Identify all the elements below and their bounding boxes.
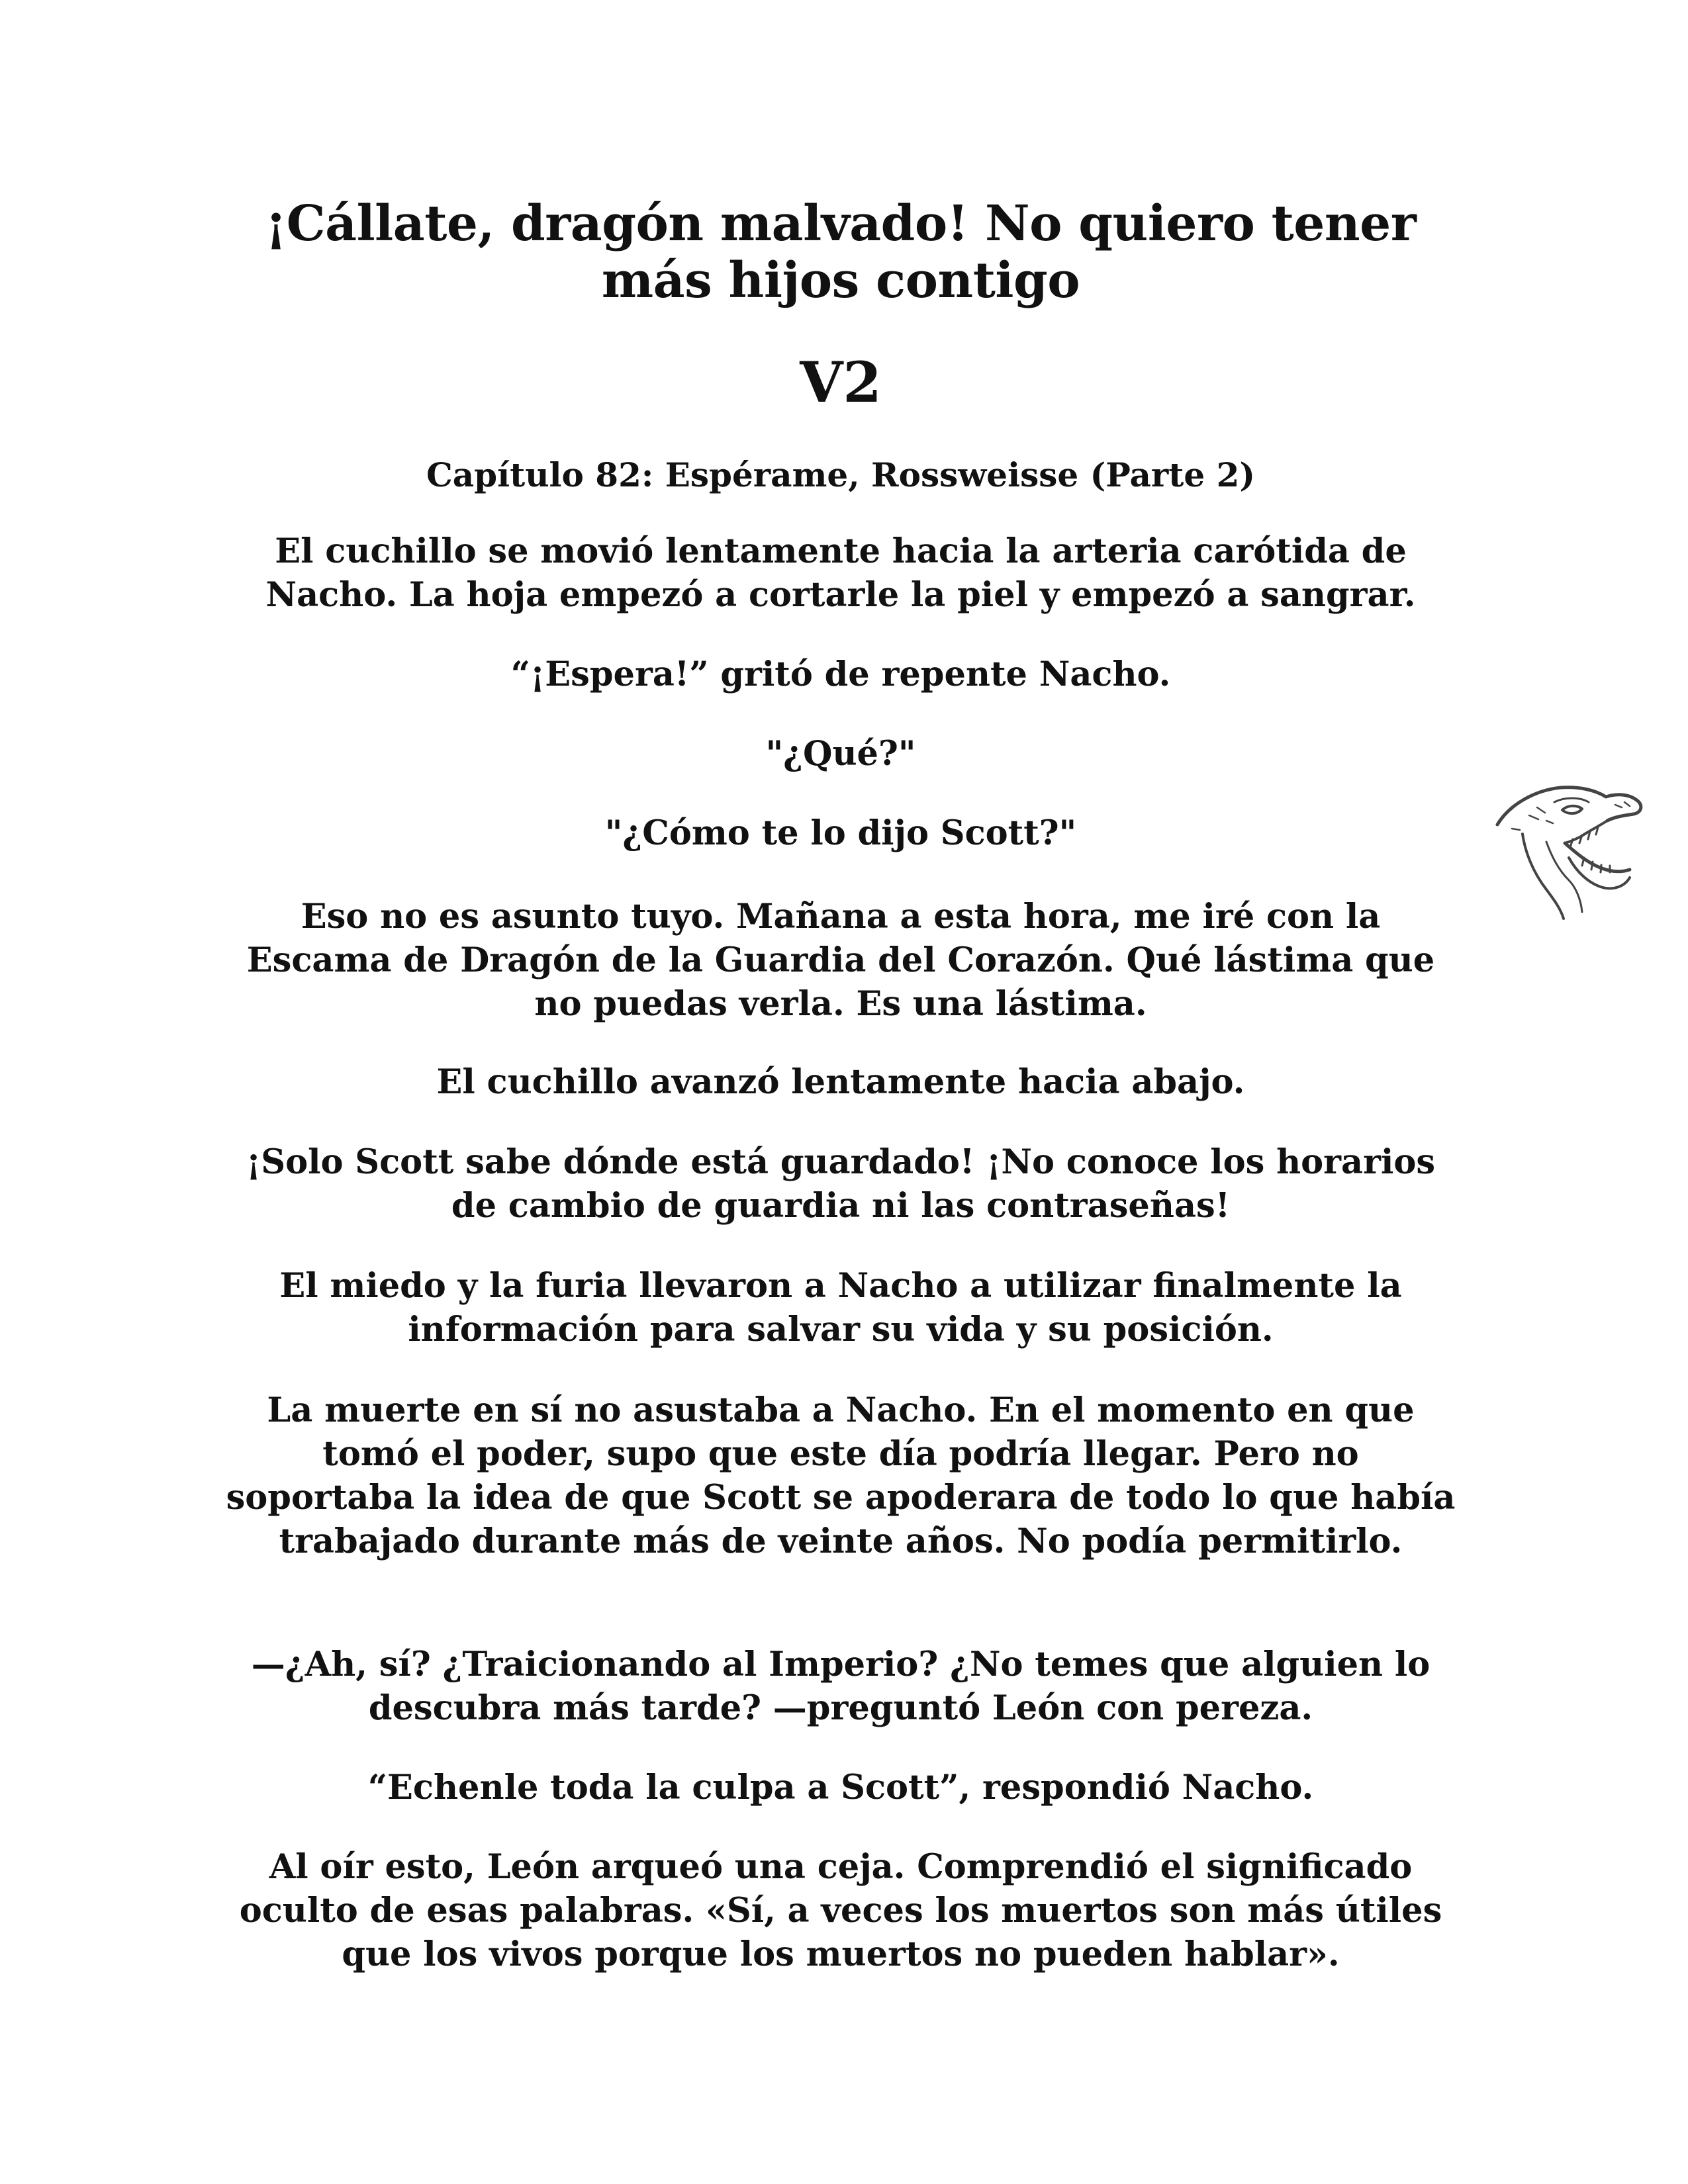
paragraph: El cuchillo se movió lentamente hacia la arteria carótida de Nacho. La hoja empezó a cortarle la piel y empezó a sangrar. [265, 531, 1416, 615]
paragraph: La muerte en sí no asustaba a Nacho. En el momento en que tomó el poder, supo que este día podría llegar. Pero no soportaba la idea de que Scott se apoderara de todo lo que había trabajado durante más de veinte años. No podía permitirlo. [226, 1390, 1456, 1561]
volume-label: V2 [800, 349, 882, 415]
paragraph: El cuchillo avanzó lentamente hacia abajo. [436, 1062, 1245, 1102]
chapter-heading: Capítulo 82: Espérame, Rossweisse (Parte 2) [426, 455, 1256, 494]
paragraph: “Echenle toda la culpa a Scott”, respondió Nacho. [367, 1768, 1314, 1807]
paragraph: Al oír esto, León arqueó una ceja. Comprendió el significado oculto de esas palabras. «Sí, a veces los muertos son más útiles que los vivos porque los muertos no pueden hablar». [239, 1847, 1442, 1974]
paragraph: “¡Espera!” gritó de repente Nacho. [510, 655, 1171, 694]
paragraph: ¡Solo Scott sabe dónde está guardado! ¡No conoce los horarios de cambio de guardia ni las contraseñas! [246, 1142, 1436, 1226]
paragraph: Eso no es asunto tuyo. Mañana a esta hora, me iré con la Escama de Dragón de la Guardia del Corazón. Qué lástima que no puedas verla. Es una lástima. [246, 897, 1435, 1024]
dinosaur-head-icon [1483, 773, 1655, 925]
book-title: ¡Cállate, dragón malvado! No quiero tener más hijos contigo [265, 195, 1417, 309]
paragraph: "¿Cómo te lo dijo Scott?" [604, 813, 1077, 853]
paragraph: "¿Qué?" [765, 734, 916, 774]
paragraph: —¿Ah, sí? ¿Traicionando al Imperio? ¿No temes que alguien lo descubra más tarde? —preguntó León con pereza. [251, 1645, 1430, 1728]
paragraph: El miedo y la furia llevaron a Nacho a utilizar finalmente la información para salvar su vida y su posición. [279, 1266, 1402, 1349]
